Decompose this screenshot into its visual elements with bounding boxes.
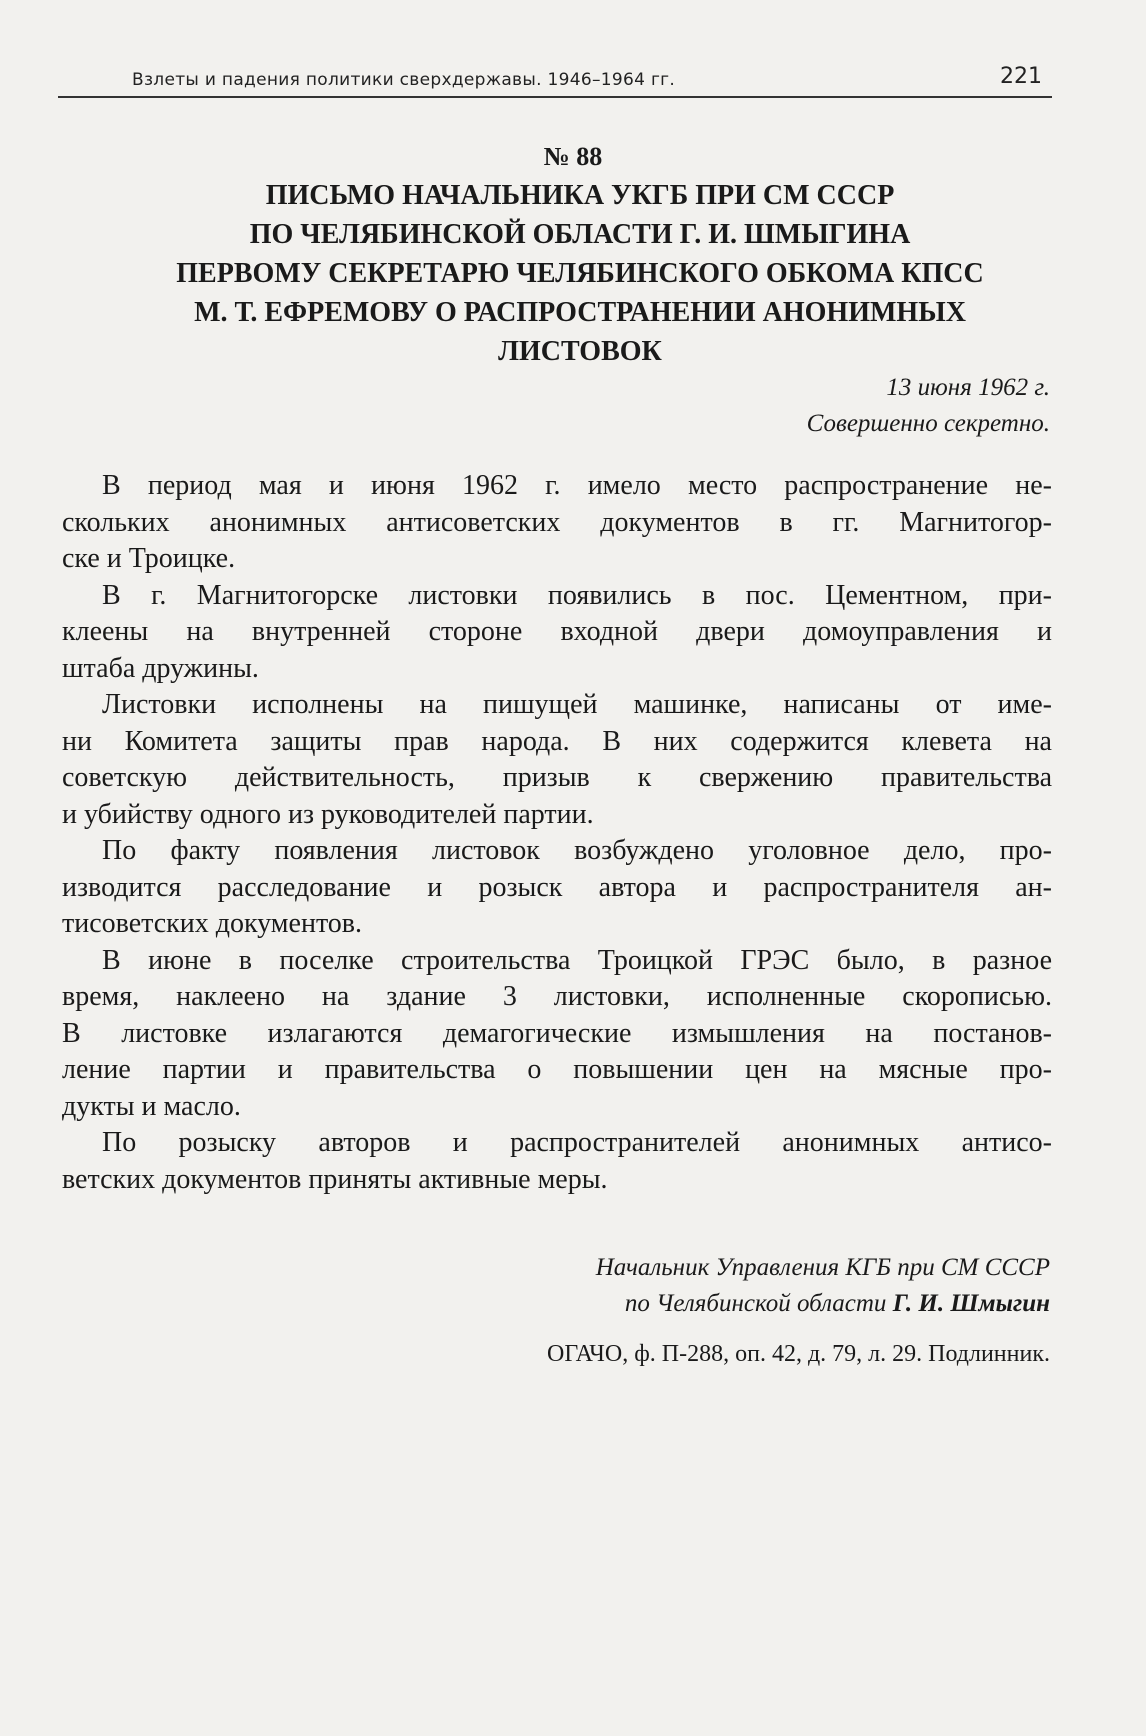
paragraph [62,1125,1052,1198]
document-title-line: ПИСЬМО НАЧАЛЬНИКА УКГБ ПРИ СМ СССР [265,180,895,211]
signature-block [596,1250,1050,1322]
text-line: По факту появления листовок возбуждено уголовное дело, про- [102,835,1052,866]
text-line: и убийству одного из руководителей партии. [62,798,594,830]
paragraph [62,468,1052,578]
text-line: По розыску авторов и распространителей анонимных антисо- [102,1127,1052,1158]
text-line: штаба дружины. [62,652,259,684]
document-title-line: ЛИСТОВОК [498,336,662,367]
paragraph [62,943,1052,1126]
paragraph [62,578,1052,688]
text-line: ске и Троицке. [62,543,236,574]
document-title-line: М. Т. ЕФРЕМОВУ О РАСПРОСТРАНЕНИИ АНОНИМНЫХ [194,297,966,328]
signatory-name: Г. И. Шмыгин [892,1290,1050,1317]
running-header-title: Взлеты и падения политики сверхдержавы. 1946–1964 гг. [132,70,676,90]
document-number: № 88 [543,142,603,171]
document-date: 13 июня 1962 г. [886,374,1050,401]
archive-reference: ОГАЧО, ф. П-288, оп. 42, д. 79, л. 29. Подлинник. [547,1341,1050,1367]
text-line: время, наклеено на здание 3 листовки, исполненные скорописью. [62,981,1052,1012]
text-line: Листовки исполнены на пишущей машинке, написаны от име- [102,689,1052,720]
document-title [150,176,1010,371]
signature-line [596,1286,1050,1322]
text-line: ни Комитета защиты прав народа. В них содержится клевета на [62,725,1052,757]
text-line: ление партии и правительства о повышении цен на мясные про- [62,1054,1052,1085]
document-title-line: ПЕРВОМУ СЕКРЕТАРЮ ЧЕЛЯБИНСКОГО ОБКОМА КПСС [176,258,984,289]
text-line: советскую действительность, призыв к свержению правительства [62,762,1052,793]
text-line: В г. Магнитогорске листовки появились в пос. Цементном, при- [102,579,1052,611]
text-line: изводится расследование и розыск автора и распространителя ан- [62,871,1052,903]
running-header [58,62,1052,102]
letter-body [62,468,1052,1198]
text-line: В листовке излагаются демагогические измышления на постанов- [62,1017,1052,1049]
text-line: клеены на внутренней стороне входной двери домоуправления и [62,616,1052,647]
header-rule [58,96,1052,98]
signature-position: Начальник Управления КГБ при СМ СССР [595,1254,1050,1281]
text-line: дукты и масло. [62,1090,241,1122]
signature-region: по Челябинской области [624,1290,893,1317]
text-line: тисоветских документов. [62,908,363,939]
text-line: В период мая и июня 1962 г. имело место распространение не- [102,470,1052,501]
text-line: ветских документов приняты активные меры. [62,1163,608,1195]
classification-mark: Совершенно секретно. [806,410,1050,437]
page-number: 221 [1000,64,1042,89]
paragraph [62,687,1052,833]
paragraph [62,833,1052,943]
text-line: В июне в поселке строительства Троицкой ГРЭС было, в разное [102,944,1052,976]
document-title-line: ПО ЧЕЛЯБИНСКОЙ ОБЛАСТИ Г. И. ШМЫГИНА [249,219,911,250]
text-line: скольких анонимных антисоветских документов в гг. Магнитогор- [62,506,1052,538]
